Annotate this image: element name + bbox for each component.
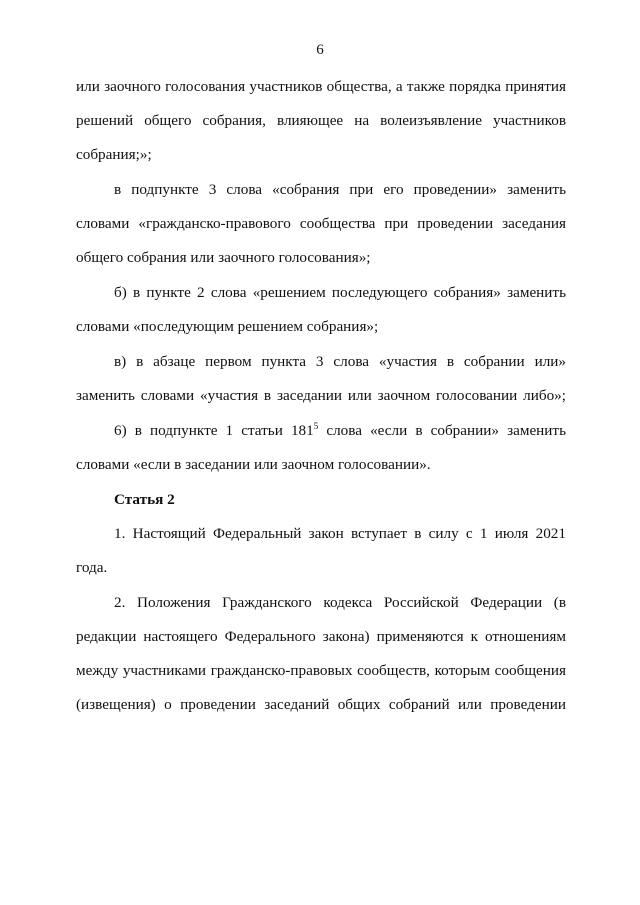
text-line: (извещения) о проведении заседаний общих собраний или проведении (76, 696, 566, 713)
text-line: б) в пункте 2 слова «решением последующего собрания» заменить (114, 284, 566, 301)
text-line: собрания;»; (76, 146, 152, 163)
text-line: в подпункте 3 слова «собрания при его проведении» заменить (114, 181, 566, 198)
text-line: решений общего собрания, влияющее на волеизъявление участников (76, 112, 566, 129)
text-fragment: 6) в подпункте 1 статьи 181 (114, 422, 314, 439)
text-line: 1. Настоящий Федеральный закон вступает в силу с 1 июля 2021 (114, 525, 566, 542)
text-line: или заочного голосования участников общества, а также порядка принятия (76, 78, 566, 95)
text-line: года. (76, 559, 108, 576)
text-line: между участниками гражданско-правовых сообществ, которым сообщения (76, 662, 566, 679)
text-line: общего собрания или заочного голосования»; (76, 249, 371, 266)
text-line: заменить словами «участия в заседании или заочном голосовании либо»; (76, 387, 566, 404)
text-fragment: слова «если в собрании» заменить (326, 422, 566, 439)
page-number: 6 (316, 42, 324, 58)
text-line: в) в абзаце первом пункта 3 слова «участия в собрании или» (114, 353, 566, 370)
text-line: словами «последующим решением собрания»; (76, 318, 379, 335)
text-line (114, 422, 566, 440)
text-line: 2. Положения Гражданского кодекса Российской Федерации (в (114, 594, 566, 611)
text-line: словами «если в заседании или заочном голосовании». (76, 456, 431, 473)
article-heading: Статья 2 (114, 491, 175, 508)
text-line: словами «гражданско-правового сообщества при проведении заседания (76, 215, 566, 232)
superscript: 5 (313, 421, 319, 431)
text-line: редакции настоящего Федерального закона) применяются к отношениям (76, 628, 566, 645)
